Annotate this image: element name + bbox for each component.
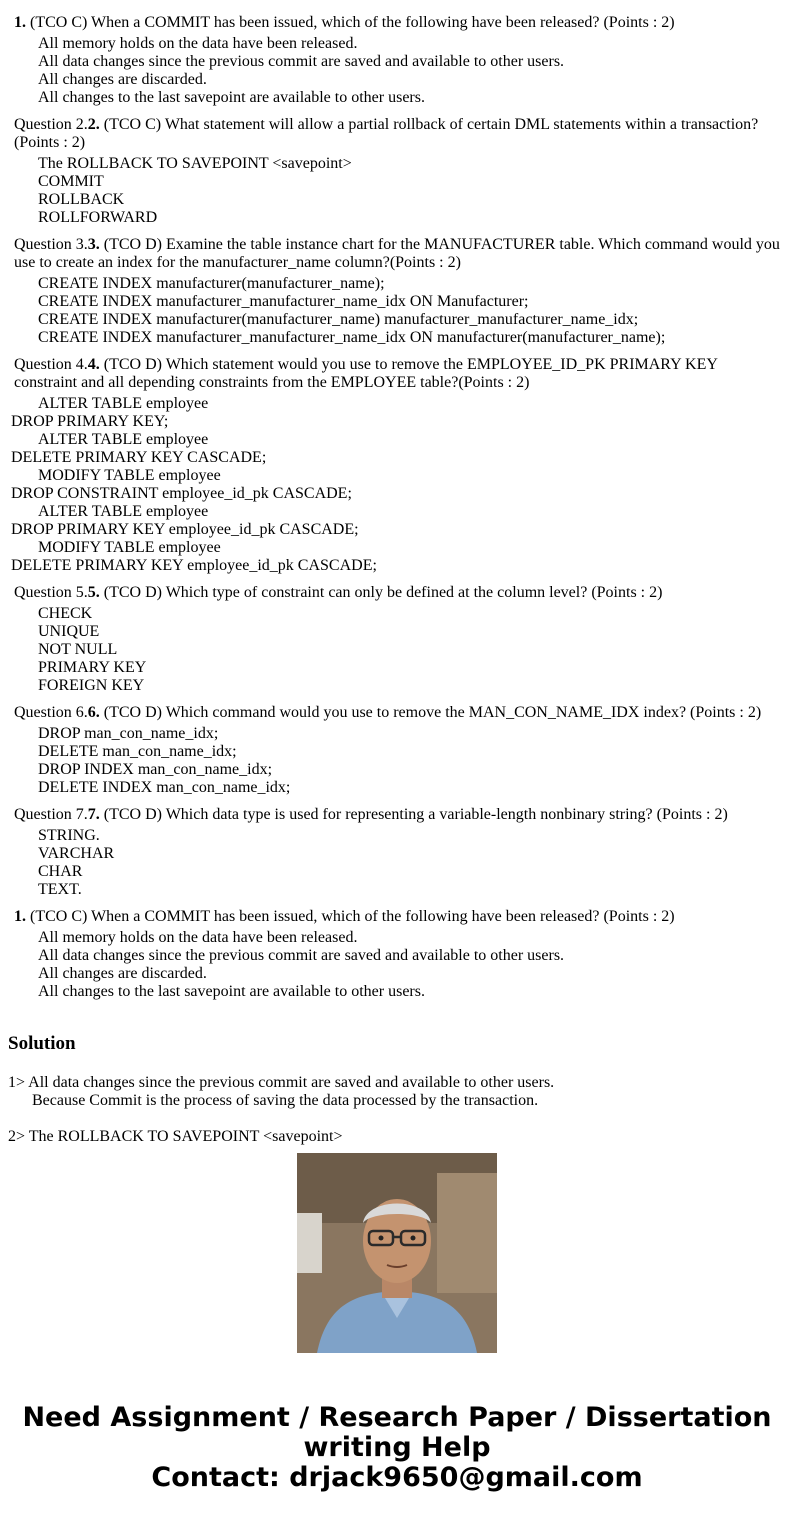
- question-number: 3.: [87, 236, 100, 253]
- solution-answer-1: 1> All data changes since the previous commit are saved and available to other users.: [8, 1074, 555, 1091]
- answer-option-line: ALTER TABLE employee: [38, 431, 209, 448]
- question-text: (TCO D) Examine the table instance chart for the MANUFACTURER table. Which command would you use to create an index for the manufacturer_name column?(Points : 2): [14, 236, 780, 271]
- question-number: 4.: [87, 356, 100, 373]
- question-stem: [14, 356, 780, 392]
- spacer: [0, 695, 794, 704]
- solution-section: [0, 1010, 794, 1145]
- question-number: 2.: [87, 116, 100, 133]
- answer-option-line: DELETE PRIMARY KEY employee_id_pk CASCADE;: [11, 557, 377, 574]
- question-stem: [14, 806, 780, 824]
- answer-option: STRING.: [38, 827, 100, 844]
- question-block: [0, 0, 794, 107]
- question-block: [0, 116, 794, 227]
- question-text: (TCO D) Which command would you use to remove the MAN_CON_NAME_IDX index? (Points : 2): [99, 704, 762, 721]
- question-number: 6.: [87, 704, 100, 721]
- answer-options: [11, 392, 780, 575]
- spacer: [0, 227, 794, 236]
- solution-answer-2: 2> The ROLLBACK TO SAVEPOINT <savepoint>: [8, 1128, 343, 1145]
- question-block: [0, 356, 794, 575]
- answer-option-line: MODIFY TABLE employee: [38, 467, 221, 484]
- answer-option: PRIMARY KEY: [38, 659, 147, 676]
- answer-option: The ROLLBACK TO SAVEPOINT <savepoint>: [38, 155, 352, 172]
- answer-option: CREATE INDEX manufacturer_manufacturer_name_idx ON Manufacturer;: [38, 293, 529, 310]
- footer-contact: Contact: drjack9650@gmail.com: [151, 1462, 643, 1493]
- answer-options: [14, 272, 780, 347]
- answer-option-line: DROP CONSTRAINT employee_id_pk CASCADE;: [11, 485, 352, 502]
- question-number: 7.: [87, 806, 100, 823]
- answer-option-line: ALTER TABLE employee: [38, 395, 209, 412]
- answer-options: [14, 32, 780, 107]
- answer-option: All data changes since the previous commit are saved and available to other users.: [38, 947, 565, 964]
- answer-option-line: DELETE PRIMARY KEY CASCADE;: [11, 449, 267, 466]
- answer-options: [14, 926, 780, 1001]
- answer-option-line: MODIFY TABLE employee: [38, 539, 221, 556]
- question-stem: [14, 704, 780, 722]
- question-prefix: Question 5.: [14, 584, 88, 601]
- answer-option: TEXT.: [38, 881, 82, 898]
- answer-options: [14, 152, 780, 227]
- spacer: [0, 797, 794, 806]
- answer-option: UNIQUE: [38, 623, 100, 640]
- question-block: [0, 704, 794, 797]
- solution-explanation-1: Because Commit is the process of saving the data processed by the transaction.: [32, 1092, 539, 1109]
- question-block: [0, 908, 794, 1001]
- solution-title: Solution: [8, 1033, 76, 1054]
- spacer: [0, 1001, 794, 1010]
- answer-option: ROLLFORWARD: [38, 209, 158, 226]
- question-block: [0, 806, 794, 899]
- solution-body: [0, 1055, 794, 1145]
- answer-option: All changes are discarded.: [38, 965, 207, 982]
- question-block: [0, 584, 794, 695]
- footer-line-2: writing Help: [303, 1432, 491, 1463]
- answer-option: All memory holds on the data have been released.: [38, 929, 358, 946]
- question-stem: [14, 14, 780, 32]
- question-prefix: Question 2.: [14, 116, 88, 133]
- answer-option: NOT NULL: [38, 641, 118, 658]
- answer-option: All memory holds on the data have been released.: [38, 35, 358, 52]
- answer-option: All data changes since the previous commit are saved and available to other users.: [38, 53, 565, 70]
- question-text: (TCO C) When a COMMIT has been issued, which of the following have been released? (Points : 2): [26, 14, 675, 31]
- question-prefix: Question 3.: [14, 236, 88, 253]
- answer-option: DELETE man_con_name_idx;: [38, 743, 237, 760]
- question-text: (TCO D) Which statement would you use to remove the EMPLOYEE_ID_PK PRIMARY KEY constraint and all depending constraints from the EMPLOYEE table?(Points : 2): [14, 356, 718, 391]
- question-text: (TCO D) Which data type is used for representing a variable-length nonbinary string? (Points : 2): [99, 806, 728, 823]
- footer-line-1: Need Assignment / Research Paper / Dissertation: [22, 1402, 772, 1433]
- question-text: (TCO C) What statement will allow a partial rollback of certain DML statements within a transaction?(Points : 2): [14, 116, 759, 151]
- answer-option: CHECK: [38, 605, 93, 622]
- question-stem: [14, 908, 780, 926]
- answer-option: VARCHAR: [38, 845, 115, 862]
- question-prefix: Question 6.: [14, 704, 88, 721]
- answer-option: CREATE INDEX manufacturer(manufacturer_name);: [38, 275, 385, 292]
- question-stem: [14, 116, 780, 152]
- spacer: [0, 347, 794, 356]
- answer-options: [14, 602, 780, 695]
- answer-option: FOREIGN KEY: [38, 677, 145, 694]
- spacer: [0, 899, 794, 908]
- question-prefix: Question 7.: [14, 806, 88, 823]
- answer-option: CREATE INDEX manufacturer(manufacturer_name) manufacturer_manufacturer_name_idx;: [38, 311, 639, 328]
- answer-options: [14, 824, 780, 899]
- question-number: 1.: [14, 14, 26, 31]
- answer-option-line: DROP PRIMARY KEY;: [11, 413, 169, 430]
- answer-option: DROP INDEX man_con_name_idx;: [38, 761, 273, 778]
- answer-option: ROLLBACK: [38, 191, 125, 208]
- answer-option: DROP man_con_name_idx;: [38, 725, 219, 742]
- spacer: [0, 575, 794, 584]
- answer-option: All changes to the last savepoint are available to other users.: [38, 983, 425, 1000]
- promo-footer: [0, 1403, 794, 1493]
- answer-option: COMMIT: [38, 173, 104, 190]
- person-photo-icon: [297, 1153, 497, 1353]
- answer-option-line: DROP PRIMARY KEY employee_id_pk CASCADE;: [11, 521, 359, 538]
- answer-option-line: ALTER TABLE employee: [38, 503, 209, 520]
- answer-option: All changes to the last savepoint are available to other users.: [38, 89, 425, 106]
- spacer: [0, 107, 794, 116]
- answer-option: CHAR: [38, 863, 83, 880]
- question-block: [0, 236, 794, 347]
- question-stem: [14, 236, 780, 272]
- answer-option: DELETE INDEX man_con_name_idx;: [38, 779, 291, 796]
- question-prefix: Question 4.: [14, 356, 88, 373]
- answer-options: [14, 722, 780, 797]
- answer-option: CREATE INDEX manufacturer_manufacturer_name_idx ON manufacturer(manufacturer_name);: [38, 329, 666, 346]
- question-text: (TCO D) Which type of constraint can only be defined at the column level? (Points : 2): [99, 584, 663, 601]
- question-text: (TCO C) When a COMMIT has been issued, which of the following have been released? (Points : 2): [26, 908, 675, 925]
- author-avatar: [297, 1153, 497, 1353]
- question-stem: [14, 584, 780, 602]
- question-number: 5.: [87, 584, 100, 601]
- answer-option: All changes are discarded.: [38, 71, 207, 88]
- spacer: [0, 1110, 794, 1128]
- question-number: 1.: [14, 908, 26, 925]
